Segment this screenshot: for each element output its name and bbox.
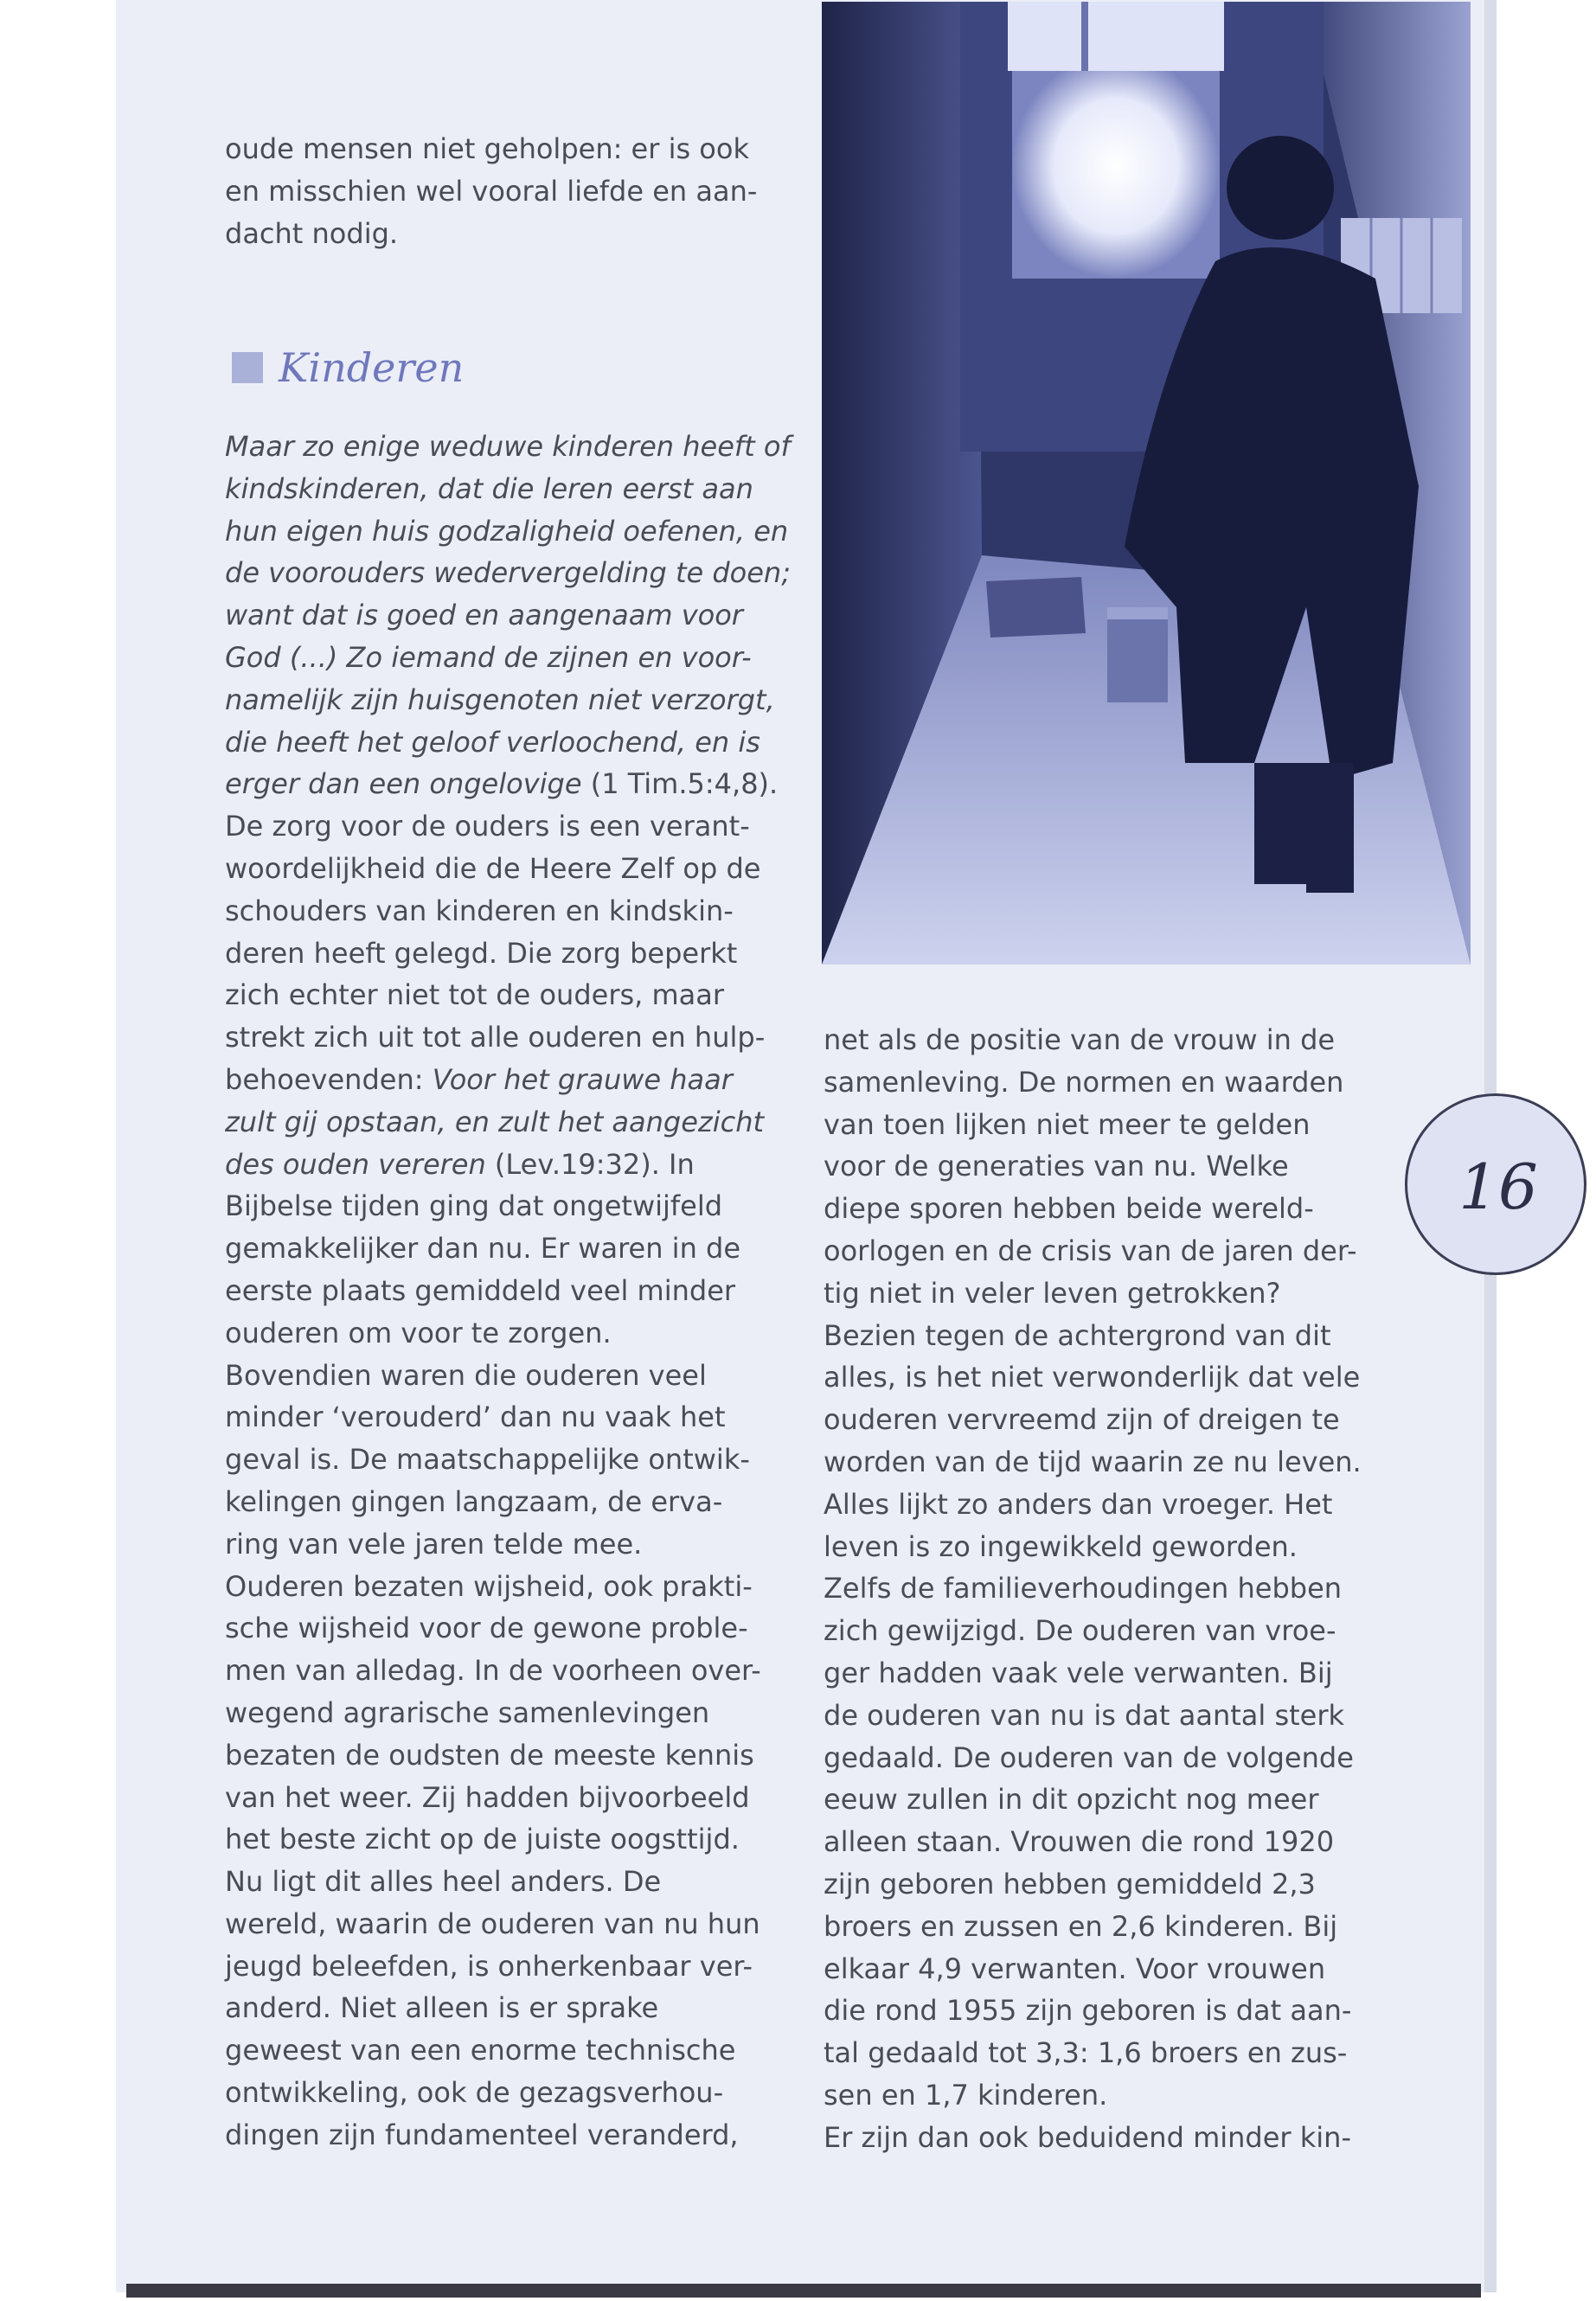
quote-end-line [225,763,787,805]
text-line: elkaar 4,9 verwanten. Voor vrouwen [824,1952,1326,1985]
text-line: kelingen gingen langzaam, de erva- [225,1484,723,1518]
text-line: Er zijn dan ook beduidend minder kin- [824,2120,1351,2154]
text-line: minder ‘verouderd’ dan nu vaak het [225,1400,726,1434]
quote-line: kindskinderen, dat die leren eerst aan [225,471,753,505]
quote-line: Maar zo enige weduwe kinderen heeft of [225,430,791,463]
text-line: zijn geboren hebben gemiddeld 2,3 [824,1867,1316,1900]
quote-line: zult gij opstaan, en zult het aangezicht [225,1105,765,1138]
text-line: deren heeft gelegd. Die zorg beperkt [225,936,738,970]
quote-reference: (Lev.19:32). In [485,1147,695,1181]
text-line: eeuw zullen in dit opzicht nog meer [824,1783,1319,1817]
text-line: broers en zussen en 2,6 kinderen. Bij [824,1909,1338,1943]
quote-reference: (1 Tim.5:4,8). [581,767,779,801]
text-line: sen en 1,7 kinderen. [824,2078,1108,2112]
quote-fragment: Voor het grauwe haar [432,1062,733,1096]
page-bottom-edge [126,2284,1481,2298]
text-line: oorlogen en de crisis van de jaren der- [824,1234,1357,1267]
section-heading [232,342,464,394]
text-line: het beste zicht op de juiste oogsttijd. [225,1823,740,1856]
text-line: men van alledag. In de voorheen over- [225,1654,761,1688]
quote-line: want dat is goed en aangenaam voor [225,599,743,632]
text-line: anderd. Niet alleen is er sprake [225,1991,659,2025]
text-line: en misschien wel vooral liefde en aan- [225,174,758,208]
text-fragment: behoevenden: [225,1062,433,1096]
text-line: gedaald. De ouderen van de volgende [824,1740,1354,1774]
quote-line: namelijk zijn huisgenoten niet verzorgt, [225,683,775,716]
text-line: De zorg voor de ouders is een verant- [225,810,750,843]
text-line: voor de generaties van nu. Welke [824,1150,1289,1183]
quote-line: de voorouders wedervergelding te doen; [225,556,791,590]
text-line: ouderen vervreemd zijn of dreigen te [824,1403,1340,1437]
text-line: oude mensen niet geholpen: er is ook [225,132,749,165]
quote-end-italic: des ouden vereren [225,1147,486,1181]
text-line: tal gedaald tot 3,3: 1,6 broers en zus- [824,2036,1348,2070]
mixed-line [225,1059,787,1101]
text-line: Bijbelse tijden ging dat ongetwijfeld [225,1189,723,1223]
text-line: schouders van kinderen en kindskin- [225,894,734,927]
text-line: gemakkelijker dan nu. Er waren in de [225,1232,741,1266]
text-line: geval is. De maatschappelijke ontwik- [225,1443,750,1477]
text-line: van het weer. Zij hadden bijvoorbeeld [225,1780,750,1814]
text-line: alleen staan. Vrouwen die rond 1920 [824,1825,1335,1859]
text-line: Bezien tegen de achtergrond van dit [824,1318,1331,1352]
quote-line: hun eigen huis godzaligheid oefenen, en [225,514,789,548]
text-line: Zelfs de familieverhoudingen hebben [824,1572,1343,1606]
text-line: wegend agrarische samenlevingen [225,1695,710,1729]
quote-line: die heeft het geloof verloochend, en is [225,725,760,759]
quote-line: God (...) Zo iemand de zijnen en voor- [225,640,752,674]
text-line: zich echter niet tot de ouders, maar [225,978,725,1012]
left-column-body [225,426,791,2157]
text-line: leven is zo ingewikkeld geworden. [824,1529,1298,1563]
text-line: woordelijkheid die de Heere Zelf op de [225,851,761,885]
text-line: jeugd beleefden, is onherkenbaar ver- [225,1949,753,1983]
text-line: ger hadden vaak vele verwanten. Bij [824,1656,1333,1689]
photo-elderly-person-hallway [822,2,1471,965]
page-number-circle [1405,1093,1586,1275]
left-column [225,128,787,254]
text-line: worden van de tijd waarin ze nu leven. [824,1445,1362,1478]
text-line: alles, is het niet verwonderlijk dat vele [824,1361,1361,1394]
section-title: Kinderen [279,344,465,391]
text-line: ouderen om voor te zorgen. [225,1316,612,1349]
text-line: Bovendien waren die ouderen veel [225,1358,707,1392]
right-column [824,1019,1386,2159]
text-line: wereld, waarin de ouderen van nu hun [225,1907,760,1940]
page-number-tab [1401,1090,1538,1280]
page-number: 16 [1458,1150,1538,1223]
text-line: net als de positie van de vrouw in de [824,1023,1336,1056]
text-line: de ouderen van nu is dat aantal sterk [824,1698,1345,1732]
photo-illustration [822,2,1471,965]
text-line: eerste plaats gemiddeld veel minder [225,1273,736,1307]
text-line: dacht nodig. [225,216,399,250]
text-line: strekt zich uit tot alle ouderen en hulp- [225,1021,766,1054]
text-line: Ouderen bezaten wijsheid, ook prakti- [225,1569,753,1603]
text-line: geweest van een enorme technische [225,2034,736,2067]
text-line: sche wijsheid voor de gewone proble- [225,1612,748,1645]
text-line: ontwikkeling, ook de gezagsverhou- [225,2076,724,2110]
quote-end-line [225,1144,787,1186]
text-line: Nu ligt dit alles heel anders. De [225,1865,662,1899]
text-line: van toen lijken niet meer te gelden [824,1107,1311,1141]
text-line: zich gewijzigd. De ouderen van vroe- [824,1614,1336,1648]
text-line: tig niet in veler leven getrokken? [824,1276,1281,1310]
text-line: samenleving. De normen en waarden [824,1065,1344,1099]
text-line: dingen zijn fundamenteel veranderd, [225,2118,739,2151]
text-line: bezaten de oudsten de meeste kennis [225,1738,754,1772]
heading-square-icon [232,352,263,383]
text-line: Alles lijkt zo anders dan vroeger. Het [824,1487,1333,1521]
text-line: die rond 1955 zijn geboren is dat aan- [824,1994,1352,2028]
text-line: ring van vele jaren telde mee. [225,1527,643,1561]
quote-end-italic: erger dan een ongelovige [225,767,582,801]
text-line: diepe sporen hebben beide wereld- [824,1192,1314,1226]
